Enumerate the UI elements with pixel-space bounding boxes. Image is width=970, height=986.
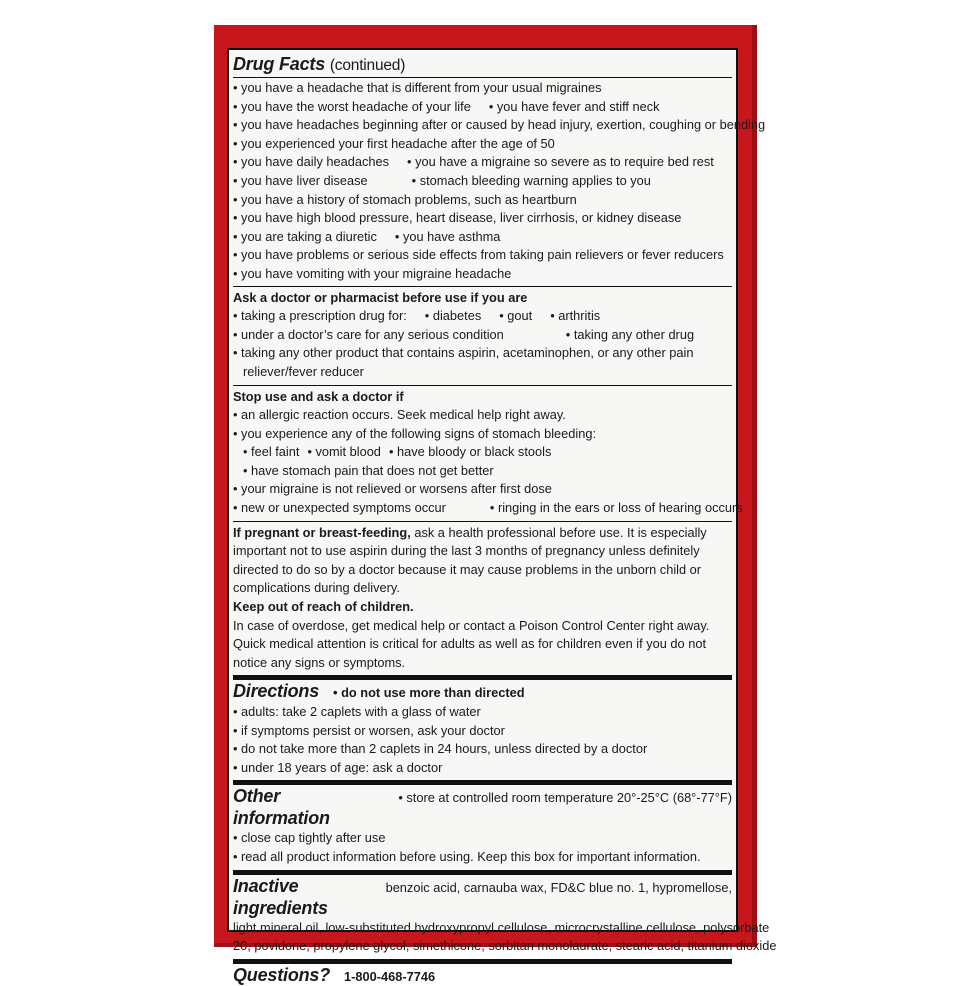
inactive-line-2: light mineral oil, low-substituted hydroxypropyl cellulose, microcrystalline cellulose, polysorbate: [233, 919, 770, 935]
list-item: • you have liver disease • stomach bleeding warning applies to you: [233, 172, 651, 188]
drug-facts-panel: [227, 48, 777, 985]
list-item: • taking a prescription drug for: • diabetes • gout • arthritis: [233, 308, 601, 324]
other-info-heading: Other information: [233, 786, 330, 829]
drug-facts-box: [214, 25, 777, 985]
list-item: • under a doctor’s care for any serious condition • taking any other drug: [233, 326, 695, 342]
other-info-section: [233, 780, 732, 869]
list-item: • you have a headache that is different from your usual migraines: [233, 80, 602, 95]
list-item: • do not take more than 2 caplets in 24 hours, unless directed by a doctor: [233, 741, 648, 757]
list-item: • taking any other product that contains aspirin, acetaminophen, or any other pain: [233, 345, 694, 361]
list-item: • you experience any of the following signs of stomach bleeding:: [233, 425, 597, 441]
title-section: [233, 50, 732, 77]
list-item: • an allergic reaction occurs. Seek medical help right away.: [233, 407, 566, 423]
list-item: • you are taking a diuretic • you have asthma: [233, 228, 501, 244]
directions-heading-row: [233, 680, 732, 703]
title-drug-facts: Drug Facts: [233, 54, 326, 74]
ask-doctor-section: [233, 286, 732, 385]
list-item: • if symptoms persist or worsen, ask your doctor: [233, 722, 505, 738]
children-text: In case of overdose, get medical help or contact a Poison Control Center right away. Quick medical attention is critical for adults as well as for children even if you do not notice any signs or symptoms.: [233, 617, 710, 670]
other-info-heading-row: [233, 785, 732, 829]
questions-heading: Questions?: [233, 964, 331, 985]
list-item: • store at controlled room temperature 20°-25°C (68°-77°F): [398, 790, 732, 806]
questions-row: [233, 964, 732, 986]
list-item: • feel faint • vomit blood • have bloody or black stools: [243, 444, 552, 460]
page-title: [233, 53, 732, 77]
list-item: • you have headaches beginning after or caused by head injury, exertion, coughing or bending: [233, 117, 766, 133]
list-item: • you have problems or serious side effects from taking pain relievers or fever reducers: [233, 247, 724, 263]
directions-section: [233, 675, 732, 780]
list-item: • you experienced your first headache after the age of 50: [233, 135, 555, 151]
inactive-line-1: benzoic acid, carnauba wax, FD&C blue no. 1, hypromellose,: [385, 879, 732, 895]
list-item-continued: reliever/fever reducer: [243, 363, 364, 379]
list-item: • close cap tightly after use: [233, 830, 386, 846]
list-item: • have stomach pain that does not get better: [243, 462, 494, 478]
title-continued: (continued): [329, 57, 406, 74]
list-item: • your migraine is not relieved or worsens after first dose: [233, 481, 552, 497]
inactive-line-3: 20, povidone, propylene glycol, simethicone, sorbitan monolaurate, stearic acid, titanium dioxide: [233, 938, 777, 954]
pregnancy-text: If pregnant or breast-feeding, ask a health professional before use. It is especially important not to use aspirin during the last 3 months of pregnancy unless definitely directed to do so by a doctor because it may cause problems in the unborn child or complications during delivery.: [233, 524, 707, 596]
questions-phone: 1-800-468-7746: [344, 968, 436, 984]
list-item: • under 18 years of age: ask a doctor: [233, 759, 443, 775]
list-item: • you have the worst headache of your life • you have fever and stiff neck: [233, 98, 660, 114]
directions-lead: • do not use more than directed: [333, 685, 525, 701]
inactive-heading: Inactive ingredients: [233, 875, 328, 918]
stop-use-heading: Stop use and ask a doctor if: [233, 388, 404, 404]
directions-heading: Directions: [233, 681, 320, 702]
children-heading: Keep out of reach of children.: [233, 599, 414, 615]
list-item: • you have daily headaches • you have a migraine so severe as to require bed rest: [233, 154, 714, 170]
list-item: • you have vomiting with your migraine headache: [233, 265, 512, 281]
pregnancy-section: [233, 521, 732, 676]
inactive-section: [233, 870, 777, 959]
questions-section: [233, 959, 732, 986]
ask-doctor-heading: Ask a doctor or pharmacist before use if you are: [233, 289, 528, 305]
warnings-section: [233, 77, 766, 286]
list-item: • you have a history of stomach problems, such as heartburn: [233, 191, 577, 207]
list-item: • new or unexpected symptoms occur • ringing in the ears or loss of hearing occurs: [233, 500, 743, 516]
pregnancy-bold: If pregnant or breast-feeding,: [233, 524, 411, 540]
list-item: • adults: take 2 caplets with a glass of water: [233, 704, 481, 719]
inactive-heading-row: [233, 875, 732, 919]
list-item: • read all product information before using. Keep this box for important information.: [233, 848, 701, 864]
stop-use-section: [233, 385, 743, 521]
list-item: • you have high blood pressure, heart disease, liver cirrhosis, or kidney disease: [233, 210, 682, 226]
